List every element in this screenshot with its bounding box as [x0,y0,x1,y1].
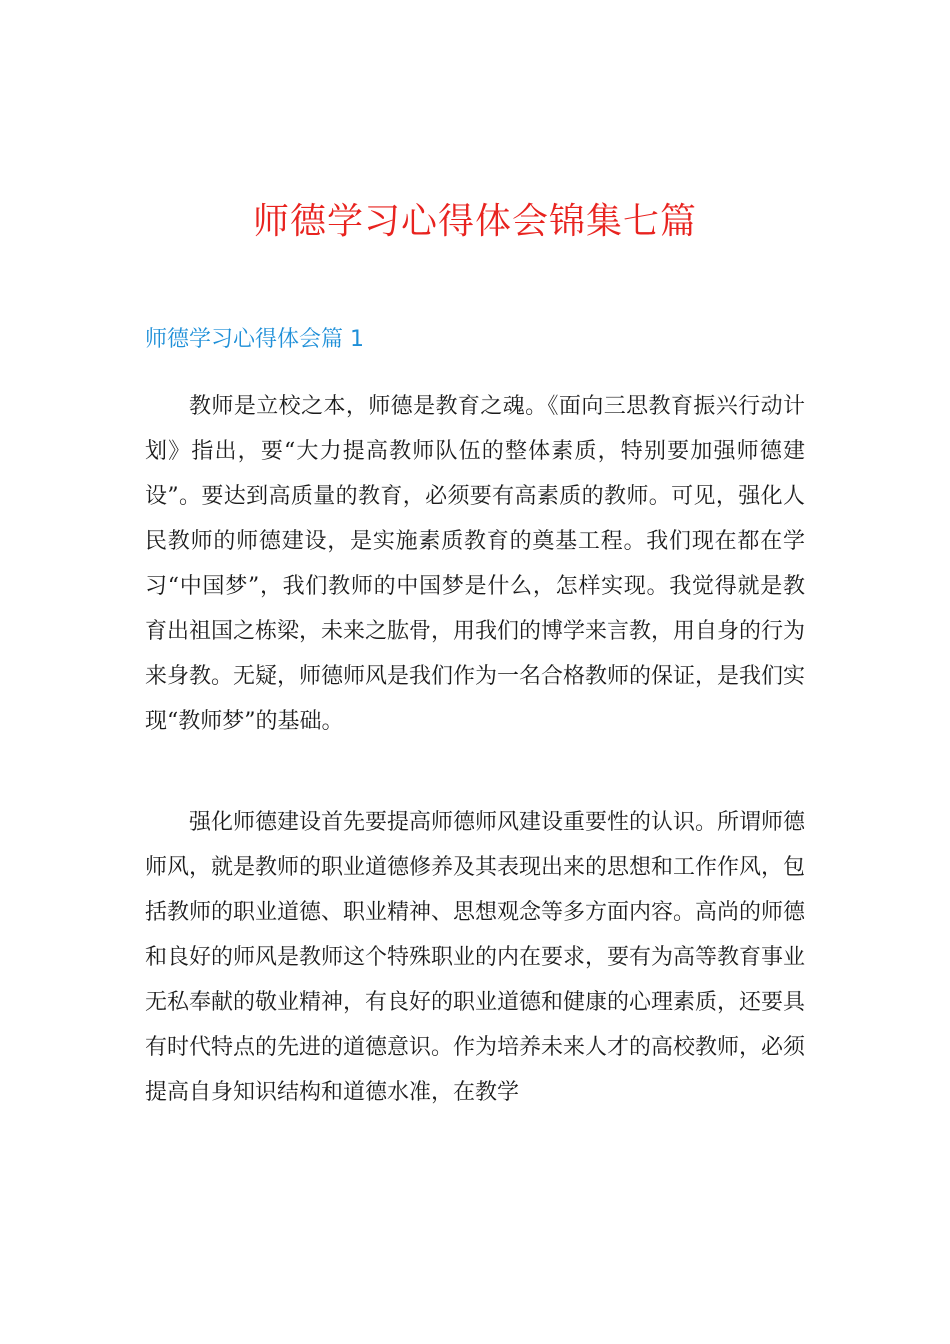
body-paragraph-1: 教师是立校之本，师德是教育之魂。《面向三思教育振兴行动计划》指出，要“大力提高教师队伍的整体素质，特别要加强师德建设”。要达到高质量的教育，必须要有高素质的教师。可见，强化人民教师的师德建设，是实施素质教育的奠基工程。我们现在都在学习“中国梦”，我们教师的中国梦是什么，怎样实现。我觉得就是教育出祖国之栋梁，未来之肱骨，用我们的博学来言教，用自身的行为来身教。无疑，师德师风是我们作为一名合格教师的保证，是我们实现“教师梦”的基础。 [145,394,806,734]
body-paragraph-2: 强化师德建设首先要提高师德师风建设重要性的认识。所谓师德师风，就是教师的职业道德修养及其表现出来的思想和工作作风，包括教师的职业道德、职业精神、思想观念等多方面内容。高尚的师德和良好的师风是教师这个特殊职业的内在要求，要有为高等教育事业无私奉献的敬业精神，有良好的职业道德和健康的心理素质，还要具有时代特点的先进的道德意识。作为培养未来人才的高校教师，必须提高自身知识结构和道德水准，在教学 [145,810,806,1105]
document-title: 师德学习心得体会锦集七篇 [252,201,697,242]
section-heading: 师德学习心得体会篇 1 [145,327,364,352]
